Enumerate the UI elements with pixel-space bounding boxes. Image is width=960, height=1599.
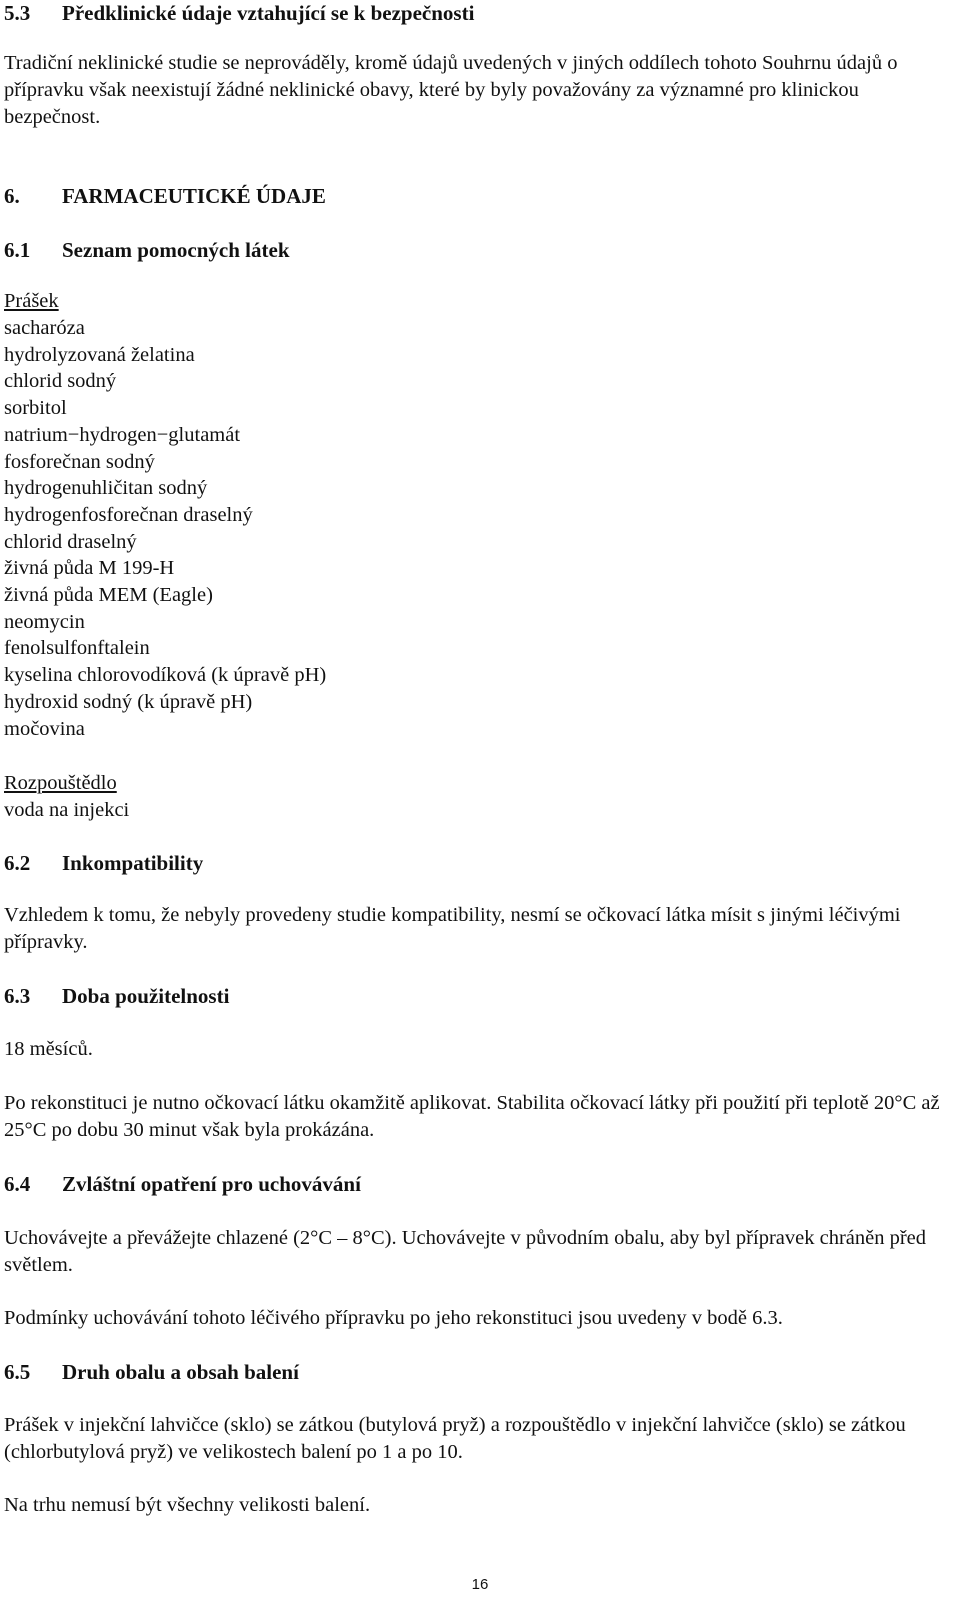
section-title: Zvláštní opatření pro uchovávání (62, 1172, 361, 1196)
list-item: živná půda MEM (Eagle) (4, 584, 213, 607)
list-item: fosforečnan sodný (4, 450, 155, 473)
section-number: 6.5 (4, 1360, 31, 1384)
list-item: živná půda M 199-H (4, 557, 175, 580)
list-item: voda na injekci (4, 799, 130, 821)
list-item: chlorid sodný (4, 370, 117, 393)
section-number: 6.3 (4, 984, 31, 1008)
solvent-list (4, 797, 129, 824)
list-item: hydrogenuhličitan sodný (4, 477, 208, 500)
section-title: Inkompatibility (62, 851, 204, 875)
section-6-4-body-2: Podmínky uchovávání tohoto léčivého přípravku po jeho rekonstituci jsou uvedeny v bodě 6.3. (4, 1307, 783, 1329)
section-6-2-heading (4, 850, 203, 876)
list-item: močovina (4, 717, 85, 740)
section-number: 6.1 (4, 238, 31, 262)
list-item: sorbitol (4, 397, 67, 420)
section-title: Druh obalu a obsah balení (62, 1360, 299, 1384)
section-6-5-heading (4, 1359, 299, 1385)
list-item: fenolsulfonftalein (4, 637, 150, 660)
section-title: Doba použitelnosti (62, 984, 230, 1008)
list-item: hydrogenfosforečnan draselný (4, 503, 253, 526)
page-footer (0, 1576, 960, 1594)
section-5-3-heading (4, 0, 474, 26)
solvent-subheading: Rozpouštědlo (4, 772, 117, 794)
section-6-5-body-2: Na trhu nemusí být všechny velikosti balení. (4, 1494, 371, 1516)
list-item: kyselina chlorovodíková (k úpravě pH) (4, 664, 327, 687)
powder-subheading: Prášek (4, 290, 59, 312)
section-title: FARMACEUTICKÉ ÚDAJE (62, 184, 326, 208)
section-6-3-body-2: Po rekonstituci je nutno očkovací látku okamžitě aplikovat. Stabilita očkovací látky při použití při teplotě 20°C až 25°C po dobu 30 minut však byla prokázána. (4, 1092, 940, 1141)
section-6-4-body-1: Uchovávejte a převážejte chlazené (2°C – 8°C). Uchovávejte v původním obalu, aby byl přípravek chráněn před světlem. (4, 1227, 927, 1276)
section-5-3-body: Tradiční neklinické studie se neprováděly, kromě údajů uvedených v jiných oddílech tohoto Souhrnu údajů o přípravku však neexistují žádné neklinické obavy, které by byly považovány za významné pro klinickou bezpečnost. (4, 52, 898, 128)
section-title: Seznam pomocných látek (62, 238, 290, 262)
list-item: hydrolyzovaná želatina (4, 343, 195, 366)
section-6-3-heading (4, 983, 229, 1009)
section-6-3-body-1: 18 měsíců. (4, 1038, 93, 1060)
section-number: 6. (4, 184, 20, 208)
section-6-4-heading (4, 1171, 361, 1197)
section-number: 5.3 (4, 1, 31, 25)
section-6-1-heading (4, 237, 290, 263)
section-6-5-body-1: Prášek v injekční lahvičce (sklo) se zátkou (butylová pryž) a rozpouštědlo v injekční lahvičce (sklo) se zátkou (chlorbutylová pryž) ve velikostech balení po 1 a po 10. (4, 1414, 906, 1463)
list-item: hydroxid sodný (k úpravě pH) (4, 690, 253, 713)
list-item: chlorid draselný (4, 530, 137, 553)
page-number: 16 (471, 1576, 489, 1593)
powder-excipient-list (4, 315, 326, 742)
list-item: natrium−hydrogen−glutamát (4, 423, 241, 446)
section-6-heading (4, 183, 326, 209)
section-6-2-body: Vzhledem k tomu, že nebyly provedeny studie kompatibility, nesmí se očkovací látka mísit s jinými léčivými přípravky. (4, 904, 901, 953)
section-number: 6.2 (4, 851, 31, 875)
list-item: sacharóza (4, 317, 85, 339)
list-item: neomycin (4, 610, 85, 633)
section-number: 6.4 (4, 1172, 31, 1196)
section-title: Předklinické údaje vztahující se k bezpečnosti (62, 1, 475, 25)
